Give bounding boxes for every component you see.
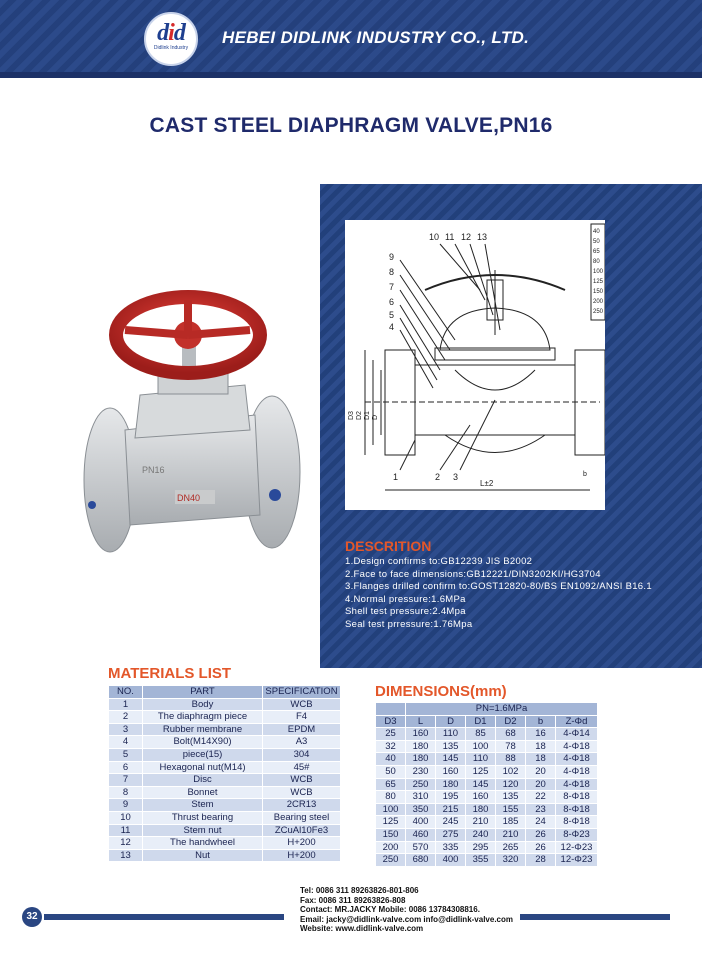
dim-cell: 180 — [406, 753, 436, 766]
contact-tel: Tel: 0086 311 89263826-801-806 — [300, 886, 419, 895]
dim-cell: 145 — [466, 778, 496, 791]
body-mark-dn40: DN40 — [177, 493, 201, 503]
dim-cell: 335 — [436, 841, 466, 854]
description-item: Shell test pressure:2.4Mpa — [345, 606, 466, 618]
callout-13: 13 — [477, 232, 488, 242]
table-row — [109, 723, 341, 736]
table-row — [376, 728, 598, 741]
mat-part: The handwheel — [143, 837, 263, 850]
mat-spec: 45# — [263, 761, 341, 774]
dim-cell: 125 — [376, 816, 406, 829]
table-row — [376, 828, 598, 841]
table-row — [376, 778, 598, 791]
table-row — [376, 803, 598, 816]
mat-part: Hexagonal nut(M14) — [143, 761, 263, 774]
mat-spec: WCB — [263, 774, 341, 787]
mat-part: Stem nut — [143, 824, 263, 837]
dim-cell: 65 — [376, 778, 406, 791]
dim-cell: 320 — [496, 854, 526, 867]
mat-spec: H+200 — [263, 849, 341, 862]
dim-cell: 20 — [526, 778, 556, 791]
callout-5: 5 — [389, 310, 395, 320]
valve-photo — [80, 290, 305, 560]
dim-cell: 78 — [496, 740, 526, 753]
dim-cell: 4-Φ18 — [556, 765, 598, 778]
materials-header-part: PART — [143, 686, 263, 699]
dim-cell: 160 — [466, 791, 496, 804]
dim-cell: 85 — [466, 728, 496, 741]
dim-cell: 400 — [406, 816, 436, 829]
table-row — [376, 841, 598, 854]
row-label-65: 65 — [593, 249, 600, 255]
table-row — [109, 837, 341, 850]
materials-title: MATERIALS LIST — [108, 665, 232, 682]
dim-cell: 25 — [376, 728, 406, 741]
dim-cell: 8-Φ18 — [556, 816, 598, 829]
dim-cell: 18 — [526, 740, 556, 753]
row-label-50: 50 — [593, 239, 600, 245]
description-item: 4.Normal pressure:1.6MPa — [345, 593, 466, 605]
header-band — [0, 0, 702, 78]
dim-label-d2: D2 — [356, 411, 363, 420]
dim-label-d: D — [372, 414, 379, 420]
dim-header: L — [406, 715, 436, 728]
mat-spec: 2CR13 — [263, 799, 341, 812]
dim-cell: 570 — [406, 841, 436, 854]
mat-no: 3 — [109, 723, 143, 736]
dim-cell: 18 — [526, 753, 556, 766]
mat-spec: WCB — [263, 698, 341, 711]
dim-cell: 275 — [436, 828, 466, 841]
dim-cell: 245 — [436, 816, 466, 829]
dim-cell: 110 — [436, 728, 466, 741]
mat-no: 1 — [109, 698, 143, 711]
dim-cell: 8-Φ18 — [556, 791, 598, 804]
dimensions-pn-row — [376, 703, 598, 716]
dim-cell: 4-Φ18 — [556, 753, 598, 766]
mat-part: Disc — [143, 774, 263, 787]
company-logo — [144, 12, 198, 66]
dimensions-table — [375, 702, 598, 867]
row-label-40: 40 — [593, 229, 600, 235]
dim-cell: 310 — [406, 791, 436, 804]
dim-cell: 68 — [496, 728, 526, 741]
mat-no: 13 — [109, 849, 143, 862]
mat-part: Rubber membrane — [143, 723, 263, 736]
body-mark-pn16: PN16 — [142, 465, 165, 475]
mat-no: 6 — [109, 761, 143, 774]
mat-no: 8 — [109, 786, 143, 799]
dim-cell: 40 — [376, 753, 406, 766]
table-row — [109, 711, 341, 724]
dim-cell: 160 — [436, 765, 466, 778]
dim-cell: 110 — [466, 753, 496, 766]
callout-2: 2 — [435, 472, 441, 482]
callout-1: 1 — [393, 472, 399, 482]
mat-spec: F4 — [263, 711, 341, 724]
mat-spec: 304 — [263, 748, 341, 761]
dim-cell: 180 — [466, 803, 496, 816]
mat-no: 2 — [109, 711, 143, 724]
dim-cell: 400 — [436, 854, 466, 867]
callout-11: 11 — [445, 232, 455, 242]
dim-cell: 185 — [496, 816, 526, 829]
dimensions-pn-spacer — [376, 703, 406, 716]
mat-no: 12 — [109, 837, 143, 850]
mat-part: Stem — [143, 799, 263, 812]
row-label-250: 250 — [593, 309, 604, 315]
contact-person: Contact: MR.JACKY Mobile: 0086 13784308816. — [300, 905, 480, 915]
dim-header: b — [526, 715, 556, 728]
row-label-200: 200 — [593, 299, 604, 305]
valve-illustration — [80, 290, 305, 560]
dim-cell: 100 — [466, 740, 496, 753]
dim-cell: 8-Φ18 — [556, 803, 598, 816]
mat-part: Nut — [143, 849, 263, 862]
dim-header: Z-Φd — [556, 715, 598, 728]
callout-9: 9 — [389, 252, 395, 262]
dim-cell: 102 — [496, 765, 526, 778]
dim-cell: 16 — [526, 728, 556, 741]
materials-header-row — [109, 686, 341, 699]
mat-part: Bonnet — [143, 786, 263, 799]
mat-spec: EPDM — [263, 723, 341, 736]
dim-header: D3 — [376, 715, 406, 728]
dim-label-d3: D3 — [348, 411, 355, 420]
row-label-125: 125 — [593, 279, 604, 285]
dimensions-body — [376, 728, 598, 867]
dim-cell: 150 — [376, 828, 406, 841]
callout-8: 8 — [389, 267, 395, 277]
dim-cell: 135 — [496, 791, 526, 804]
dim-cell: 50 — [376, 765, 406, 778]
footer-divider-left — [44, 914, 284, 920]
contact-website: Website: www.didlink-valve.com — [300, 924, 424, 934]
dim-cell: 265 — [496, 841, 526, 854]
mat-no: 5 — [109, 748, 143, 761]
callout-12: 12 — [461, 232, 472, 242]
dim-cell: 100 — [376, 803, 406, 816]
dim-cell: 460 — [406, 828, 436, 841]
dim-label-b: b — [583, 471, 587, 478]
dim-header: D2 — [496, 715, 526, 728]
row-label-100: 100 — [593, 269, 604, 275]
mat-part: Bolt(M14X90) — [143, 736, 263, 749]
dim-cell: 200 — [376, 841, 406, 854]
callout-3: 3 — [453, 472, 459, 482]
company-name: HEBEI DIDLINK INDUSTRY CO., LTD. — [222, 28, 530, 47]
dim-cell: 32 — [376, 740, 406, 753]
table-row — [376, 753, 598, 766]
dim-cell: 4-Φ18 — [556, 778, 598, 791]
dim-cell: 26 — [526, 828, 556, 841]
dim-cell: 230 — [406, 765, 436, 778]
dimensions-header-row — [376, 715, 598, 728]
dim-cell: 350 — [406, 803, 436, 816]
dim-cell: 22 — [526, 791, 556, 804]
mat-part: Thrust bearing — [143, 811, 263, 824]
dim-cell: 250 — [406, 778, 436, 791]
dim-cell: 80 — [376, 791, 406, 804]
mat-no: 9 — [109, 799, 143, 812]
table-row — [109, 824, 341, 837]
table-row — [376, 740, 598, 753]
table-row — [109, 774, 341, 787]
dim-cell: 28 — [526, 854, 556, 867]
dim-cell: 4-Φ18 — [556, 740, 598, 753]
table-row — [376, 816, 598, 829]
dim-cell: 12-Φ23 — [556, 841, 598, 854]
row-label-150: 150 — [593, 289, 604, 295]
mat-spec: ZCuAl10Fe3 — [263, 824, 341, 837]
dim-label-l: L±2 — [480, 479, 494, 488]
table-row — [109, 748, 341, 761]
dim-cell: 195 — [436, 791, 466, 804]
description-item: Seal test prressure:1.76Mpa — [345, 618, 473, 630]
dim-cell: 180 — [436, 778, 466, 791]
callout-6: 6 — [389, 297, 395, 307]
dim-cell: 210 — [466, 816, 496, 829]
table-row — [109, 849, 341, 862]
mat-no: 11 — [109, 824, 143, 837]
dim-cell: 20 — [526, 765, 556, 778]
dim-cell: 155 — [496, 803, 526, 816]
page-title: CAST STEEL DIAPHRAGM VALVE,PN16 — [149, 114, 553, 137]
mat-no: 7 — [109, 774, 143, 787]
dim-cell: 88 — [496, 753, 526, 766]
mat-spec: Bearing steel — [263, 811, 341, 824]
dim-cell: 26 — [526, 841, 556, 854]
footer-divider-right — [520, 914, 670, 920]
mat-part: piece(15) — [143, 748, 263, 761]
description-item: 2.Face to face dimensions:GB12221/DIN3202KI/HG3704 — [345, 568, 601, 580]
dim-cell: 120 — [496, 778, 526, 791]
dim-cell: 215 — [436, 803, 466, 816]
drawing-svg — [345, 220, 605, 510]
dim-header: D — [436, 715, 466, 728]
mat-part: Body — [143, 698, 263, 711]
dim-cell: 680 — [406, 854, 436, 867]
mat-spec: A3 — [263, 736, 341, 749]
table-row — [376, 791, 598, 804]
dimensions-pn: PN=1.6MPa — [406, 703, 598, 716]
materials-table — [108, 685, 341, 862]
dim-cell: 160 — [406, 728, 436, 741]
dim-cell: 295 — [466, 841, 496, 854]
dim-cell: 250 — [376, 854, 406, 867]
description-title: DESCRITION — [345, 538, 432, 554]
callout-7: 7 — [389, 282, 395, 292]
description-item: 3.Flanges drilled confirm to:GOST12820-80/BS EN1092/ANSI B16.1 — [345, 581, 652, 593]
logo-mark: did — [157, 20, 185, 46]
description-list — [345, 556, 652, 632]
table-row — [376, 854, 598, 867]
callout-10: 10 — [429, 232, 440, 242]
row-label-80: 80 — [593, 259, 600, 265]
table-row — [109, 811, 341, 824]
mat-part: The diaphragm piece — [143, 711, 263, 724]
dim-cell: 180 — [406, 740, 436, 753]
table-row — [109, 786, 341, 799]
table-row — [109, 698, 341, 711]
table-row — [109, 736, 341, 749]
table-row — [109, 761, 341, 774]
dim-cell: 12-Φ23 — [556, 854, 598, 867]
dim-label-d1: D1 — [364, 411, 371, 420]
dim-cell: 24 — [526, 816, 556, 829]
materials-header-no: NO. — [109, 686, 143, 699]
dim-cell: 135 — [436, 740, 466, 753]
mat-no: 4 — [109, 736, 143, 749]
materials-header-spec: SPECIFICATION — [263, 686, 341, 699]
table-row — [109, 799, 341, 812]
dim-cell: 8-Φ23 — [556, 828, 598, 841]
dimensions-title: DIMENSIONS(mm) — [375, 683, 507, 700]
dim-cell: 355 — [466, 854, 496, 867]
contact-block — [300, 886, 513, 934]
dim-cell: 145 — [436, 753, 466, 766]
dim-header: D1 — [466, 715, 496, 728]
mat-spec: WCB — [263, 786, 341, 799]
contact-fax: Fax: 0086 311 89263826-808 — [300, 895, 406, 905]
dim-cell: 4-Φ14 — [556, 728, 598, 741]
table-row — [376, 765, 598, 778]
logo-subtitle: Didlink Industry — [153, 45, 189, 51]
mat-no: 10 — [109, 811, 143, 824]
dim-cell: 23 — [526, 803, 556, 816]
description-item: 1.Design confirms to:GB12239 JIS B2002 — [345, 556, 533, 567]
callout-4: 4 — [389, 322, 395, 332]
contact-email: Email: jacky@didlink-valve.com info@didlink-valve.com — [300, 914, 513, 924]
dim-cell: 125 — [466, 765, 496, 778]
technical-drawing — [345, 220, 605, 510]
dim-cell: 240 — [466, 828, 496, 841]
mat-spec: H+200 — [263, 837, 341, 850]
dim-cell: 210 — [496, 828, 526, 841]
page-number: 32 — [22, 907, 42, 927]
